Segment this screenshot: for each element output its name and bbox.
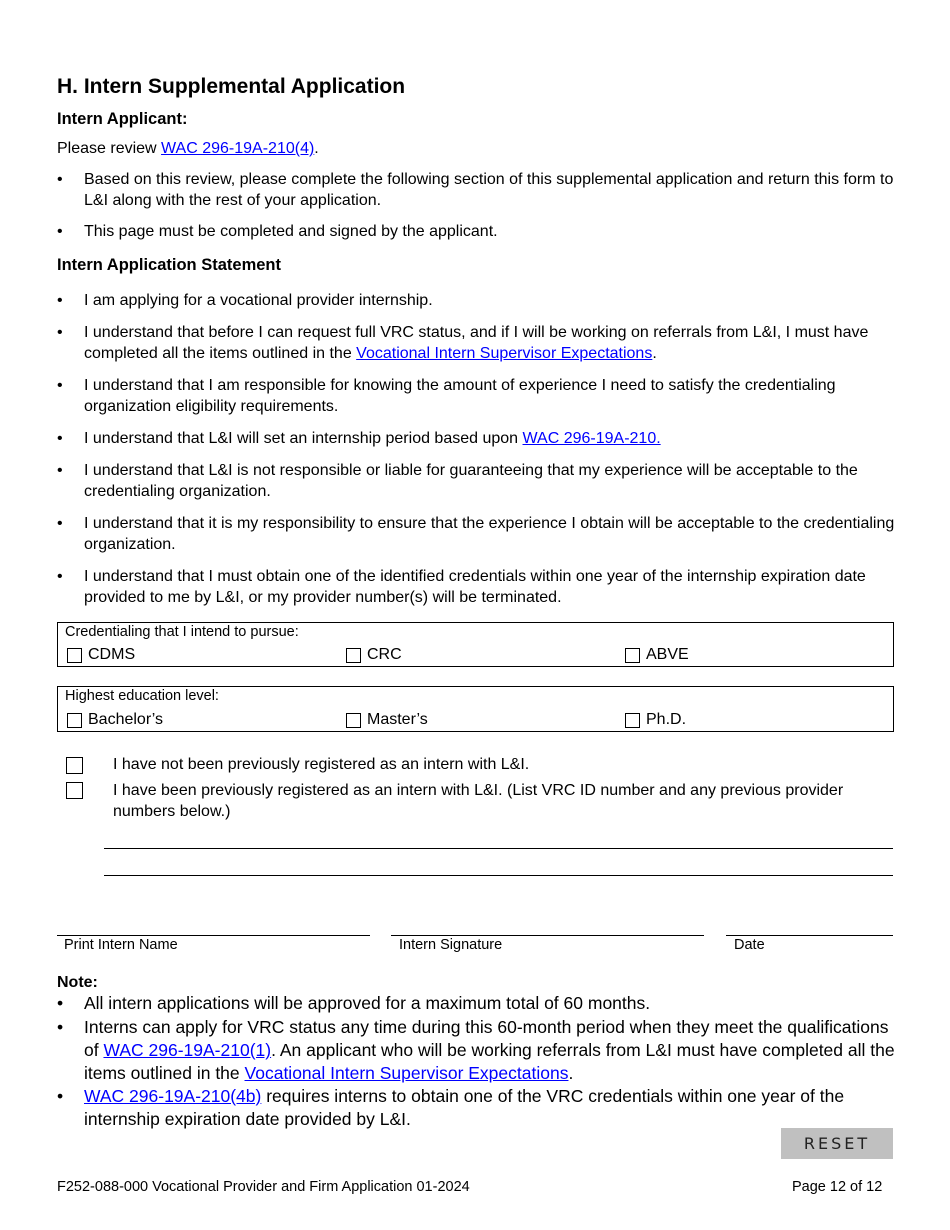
bullet-icon: • <box>57 1017 64 1037</box>
bullet-icon: • <box>57 993 64 1013</box>
bullet-icon: • <box>57 515 63 532</box>
bullet-text <box>84 428 897 449</box>
bullet-text: This page must be completed and signed by the applicant. <box>84 223 498 240</box>
bullet-icon: • <box>57 377 63 394</box>
statement-bullet <box>57 513 897 555</box>
bullet-text: I understand that I am responsible for knowing the amount of experience I need to satisfy the credentialing organization eligibility requirements. <box>84 377 836 415</box>
text-segment: . <box>568 1063 574 1083</box>
provider-numbers-line-2[interactable] <box>104 875 893 876</box>
abve-option[interactable] <box>625 646 689 664</box>
note-heading: Note: <box>57 974 98 991</box>
phd-checkbox[interactable] <box>625 713 640 728</box>
option-label: Bachelor’s <box>88 711 164 728</box>
signature-label: Intern Signature <box>399 937 503 953</box>
print-name-label: Print Intern Name <box>64 937 178 953</box>
bullet-icon: • <box>57 171 63 188</box>
review-line <box>57 138 319 159</box>
bullet-text: I understand that it is my responsibility to ensure that the experience I obtain will be acceptable to the credentialing organization. <box>84 515 895 553</box>
statement-bullet <box>57 322 897 364</box>
review-suffix: . <box>314 140 319 157</box>
text-segment: . An applicant who will be working referrals from L&I must have completed all the items outlined in the <box>84 1040 895 1083</box>
bullet-icon: • <box>57 430 63 447</box>
bullet-text: All intern applications will be approved for a maximum total of 60 months. <box>84 993 651 1013</box>
crc-option[interactable] <box>346 646 402 664</box>
wac-296-19a-210-4-link[interactable]: WAC 296-19A-210(4) <box>161 140 315 157</box>
applicant-heading: Intern Applicant: <box>57 110 188 128</box>
crc-checkbox[interactable] <box>346 648 361 663</box>
form-id: F252-088-000 Vocational Provider and Firm Application 01-2024 <box>57 1179 470 1195</box>
previously-registered-checkbox[interactable] <box>66 782 83 799</box>
statement-bullet <box>57 290 897 311</box>
page-number: Page 12 of 12 <box>792 1179 883 1195</box>
note-bullet <box>57 992 897 1015</box>
credentialing-box <box>57 622 894 667</box>
print-name-line[interactable] <box>57 935 370 936</box>
bullet-icon: • <box>57 324 63 341</box>
note-bullet <box>57 1016 897 1085</box>
not-registered-checkbox[interactable] <box>66 757 83 774</box>
section-title: H. Intern Supplemental Application <box>57 75 406 98</box>
masters-checkbox[interactable] <box>346 713 361 728</box>
bullet-text: Based on this review, please complete the following section of this supplemental application and return this form to L&I along with the rest of your application. <box>84 171 894 209</box>
bullet-icon: • <box>57 568 63 585</box>
masters-option[interactable] <box>346 711 428 729</box>
statement-bullet <box>57 428 897 449</box>
note-bullet <box>57 1085 897 1131</box>
education-label: Highest education level: <box>65 688 219 704</box>
bullet-text: I am applying for a vocational provider internship. <box>84 292 433 309</box>
statement-bullet <box>57 566 897 608</box>
review-prefix: Please review <box>57 140 162 157</box>
text-segment: I understand that L&I will set an internship period based upon <box>84 430 523 447</box>
wac-296-19a-210-4b-link[interactable]: WAC 296-19A-210(4b) <box>84 1086 262 1106</box>
option-label: CRC <box>367 646 402 663</box>
date-line[interactable] <box>726 935 893 936</box>
bullet-text <box>84 322 897 364</box>
statement-bullet <box>57 375 897 417</box>
date-label: Date <box>734 937 765 953</box>
statement-bullet <box>57 460 897 502</box>
text-segment: . <box>652 345 657 362</box>
bullet-icon: • <box>57 462 63 479</box>
bullet-icon: • <box>57 292 63 309</box>
not-registered-text: I have not been previously registered as an intern with L&I. <box>113 756 530 773</box>
education-box <box>57 686 894 732</box>
option-label: Ph.D. <box>646 711 687 728</box>
intro-bullet <box>57 169 897 211</box>
phd-option[interactable] <box>625 711 686 729</box>
bachelors-option[interactable] <box>67 711 163 729</box>
text-segment: I understand that before I can request full VRC status, and if I will be working on referrals from L&I, I must have completed all the items outlined in the <box>84 324 869 362</box>
bullet-text <box>84 1016 897 1085</box>
text-segment: Interns can apply for VRC status any time during this 60-month period when they meet the qualifications of <box>84 1017 889 1060</box>
intro-bullet <box>57 221 897 242</box>
supervisor-expectations-link[interactable]: Vocational Intern Supervisor Expectations <box>356 345 653 362</box>
option-label: CDMS <box>88 646 136 663</box>
bullet-icon: • <box>57 1086 64 1106</box>
cdms-option[interactable] <box>67 646 135 664</box>
option-label: ABVE <box>646 646 689 663</box>
abve-checkbox[interactable] <box>625 648 640 663</box>
bachelors-checkbox[interactable] <box>67 713 82 728</box>
reset-button[interactable]: RESET <box>781 1128 893 1159</box>
wac-296-19a-210-link[interactable]: WAC 296-19A-210. <box>522 430 661 447</box>
cdms-checkbox[interactable] <box>67 648 82 663</box>
bullet-icon: • <box>57 223 63 240</box>
supervisor-expectations-note-link[interactable]: Vocational Intern Supervisor Expectations <box>244 1063 569 1083</box>
previously-registered-text: I have been previously registered as an intern with L&I. (List VRC ID number and any previous provider numbers below.) <box>113 782 844 820</box>
provider-numbers-line-1[interactable] <box>104 848 893 849</box>
statement-heading: Intern Application Statement <box>57 256 281 274</box>
option-label: Master’s <box>367 711 428 728</box>
bullet-text <box>84 1085 897 1131</box>
credentialing-label: Credentialing that I intend to pursue: <box>65 624 299 640</box>
bullet-text: I understand that I must obtain one of the identified credentials within one year of the internship expiration date provided to me by L&I, or my provider number(s) will be terminated. <box>84 568 866 606</box>
signature-line[interactable] <box>391 935 704 936</box>
bullet-text: I understand that L&I is not responsible or liable for guaranteeing that my experience will be acceptable to the credentialing organization. <box>84 462 858 500</box>
wac-296-19a-210-1-link[interactable]: WAC 296-19A-210(1) <box>103 1040 272 1060</box>
text-segment: requires interns to obtain one of the VRC credentials within one year of the internship expiration date provided by L&I. <box>84 1086 845 1129</box>
